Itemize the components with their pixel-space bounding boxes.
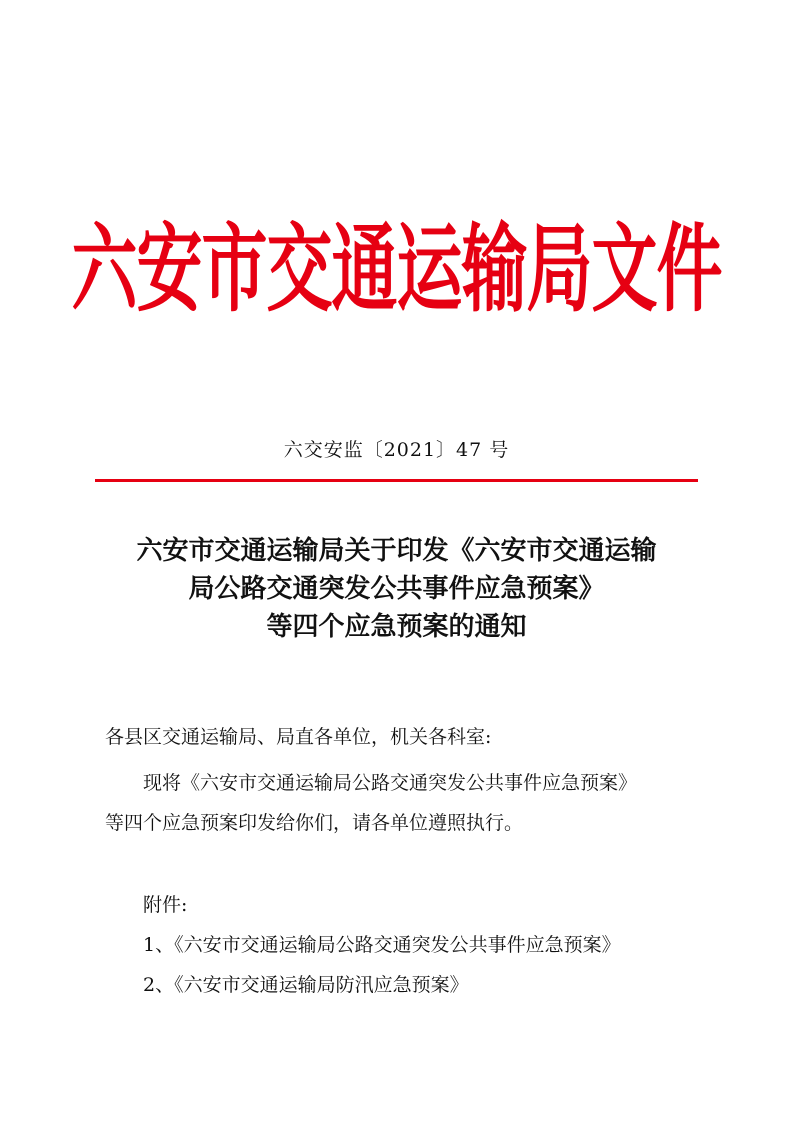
body-paragraph-line-2: 等四个应急预案印发给你们，请各单位遵照执行。 [105, 812, 524, 834]
red-divider-line [95, 479, 698, 482]
attachments-label: 附件: [143, 894, 188, 916]
salutation: 各县区交通运输局、局直各单位，机关各科室: [105, 726, 492, 748]
document-number: 六交安监〔2021〕47 号 [283, 439, 510, 461]
notice-title-line-1: 六安市交通运输局关于印发《六安市交通运输 [136, 536, 657, 566]
body-paragraph-line-1: 现将《六安市交通运输局公路交通突发公共事件应急预案》 [143, 772, 638, 794]
notice-title-line-2: 局公路交通突发公共事件应急预案》 [188, 574, 605, 604]
notice-title [90, 532, 703, 646]
notice-title-line-3: 等四个应急预案的通知 [266, 612, 527, 642]
attachment-item-2: 2、《六安市交通运输局防汛应急预案》 [143, 974, 469, 996]
attachment-item-1: 1、《六安市交通运输局公路交通突发公共事件应急预案》 [143, 934, 621, 956]
letterhead-title: 六安市交通运输局文件 [71, 213, 722, 326]
